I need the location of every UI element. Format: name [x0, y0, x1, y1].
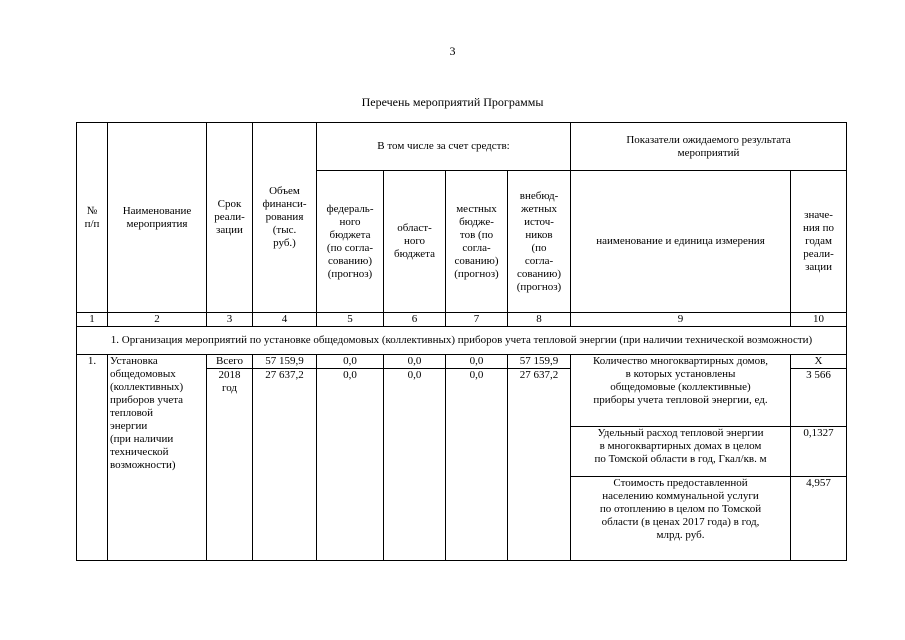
header-num: № п/п [77, 123, 108, 313]
column-number: 5 [317, 313, 384, 327]
header-local: местных бюдже- тов (по согла- сованию) (прогноз) [446, 171, 508, 313]
indicator-value: 4,957 [791, 477, 847, 561]
header-indicator-value: значе- ния по годам реали- зации [791, 171, 847, 313]
header-sources-group: В том числе за счет средств: [317, 123, 571, 171]
row-federal [317, 355, 384, 561]
regional-total: 0,0 [384, 355, 445, 369]
column-number: 1 [77, 313, 108, 327]
document-title: Перечень мероприятий Программы [361, 95, 544, 109]
column-number: 4 [253, 313, 317, 327]
indicator-value [791, 355, 847, 427]
volume-total: 57 159,9 [253, 355, 316, 369]
column-number: 9 [571, 313, 791, 327]
header-name: Наименование мероприятия [108, 123, 207, 313]
indicator-value-2018: 3 566 [806, 369, 831, 381]
row-local [446, 355, 508, 561]
column-number: 10 [791, 313, 847, 327]
federal-total: 0,0 [317, 355, 383, 369]
period-2018: 2018 год [218, 369, 241, 394]
row-regional [384, 355, 446, 561]
column-number: 2 [108, 313, 207, 327]
column-numbers-row [77, 313, 847, 327]
indicator-name: Количество многоквартирных домов, в которых установлены общедомовые (коллективные) приборы учета тепловой энергии, ед. [571, 355, 791, 427]
indicator-value: 0,1327 [791, 427, 847, 477]
section-title: 1. Организация мероприятий по установке общедомовых (коллективных) приборов учета тепловой энергии (при наличии технической возможности) [77, 327, 847, 355]
header-volume: Объем финанси- рования (тыс. руб.) [253, 123, 317, 313]
column-number: 8 [508, 313, 571, 327]
header-federal: федераль- ного бюджета (по согла- сованию) (прогноз) [317, 171, 384, 313]
regional-2018: 0,0 [407, 369, 422, 381]
indicator-name: Стоимость предоставленной населению коммунальной услуги по отоплению в целом по Томской области (в ценах 2017 года) в год, млрд. руб. [571, 477, 791, 561]
local-total: 0,0 [446, 355, 507, 369]
row-extra [508, 355, 571, 561]
row-num: 1. [77, 355, 108, 561]
header-extra: внебюд- жетных источ- ников (по согла- сованию) (прогноз) [508, 171, 571, 313]
row-period [207, 355, 253, 561]
extra-total: 57 159,9 [508, 355, 570, 369]
indicator-name: Удельный расход тепловой энергии в многоквартирных домах в целом по Томской области в год, Гкал/кв. м [571, 427, 791, 477]
column-number: 7 [446, 313, 508, 327]
page-number: 3 [449, 44, 456, 58]
period-total: Всего [207, 355, 252, 369]
header-regional: област- ного бюджета [384, 171, 446, 313]
indicator-value-total: Х [791, 355, 846, 369]
volume-2018: 27 637,2 [265, 369, 304, 381]
header-indicators-group: Показатели ожидаемого результата мероприятий [571, 123, 847, 171]
header-indicator-name: наименование и единица измерения [571, 171, 791, 313]
row-name: Установка общедомовых (коллективных) приборов учета тепловой энергии (при наличии технической возможности) [108, 355, 207, 561]
local-2018: 0,0 [469, 369, 484, 381]
column-number: 3 [207, 313, 253, 327]
row-volume [253, 355, 317, 561]
program-measures-table [76, 122, 847, 561]
extra-2018: 27 637,2 [519, 369, 559, 381]
table-row [77, 355, 847, 427]
federal-2018: 0,0 [343, 369, 357, 381]
header-period: Срок реали- зации [207, 123, 253, 313]
column-number: 6 [384, 313, 446, 327]
